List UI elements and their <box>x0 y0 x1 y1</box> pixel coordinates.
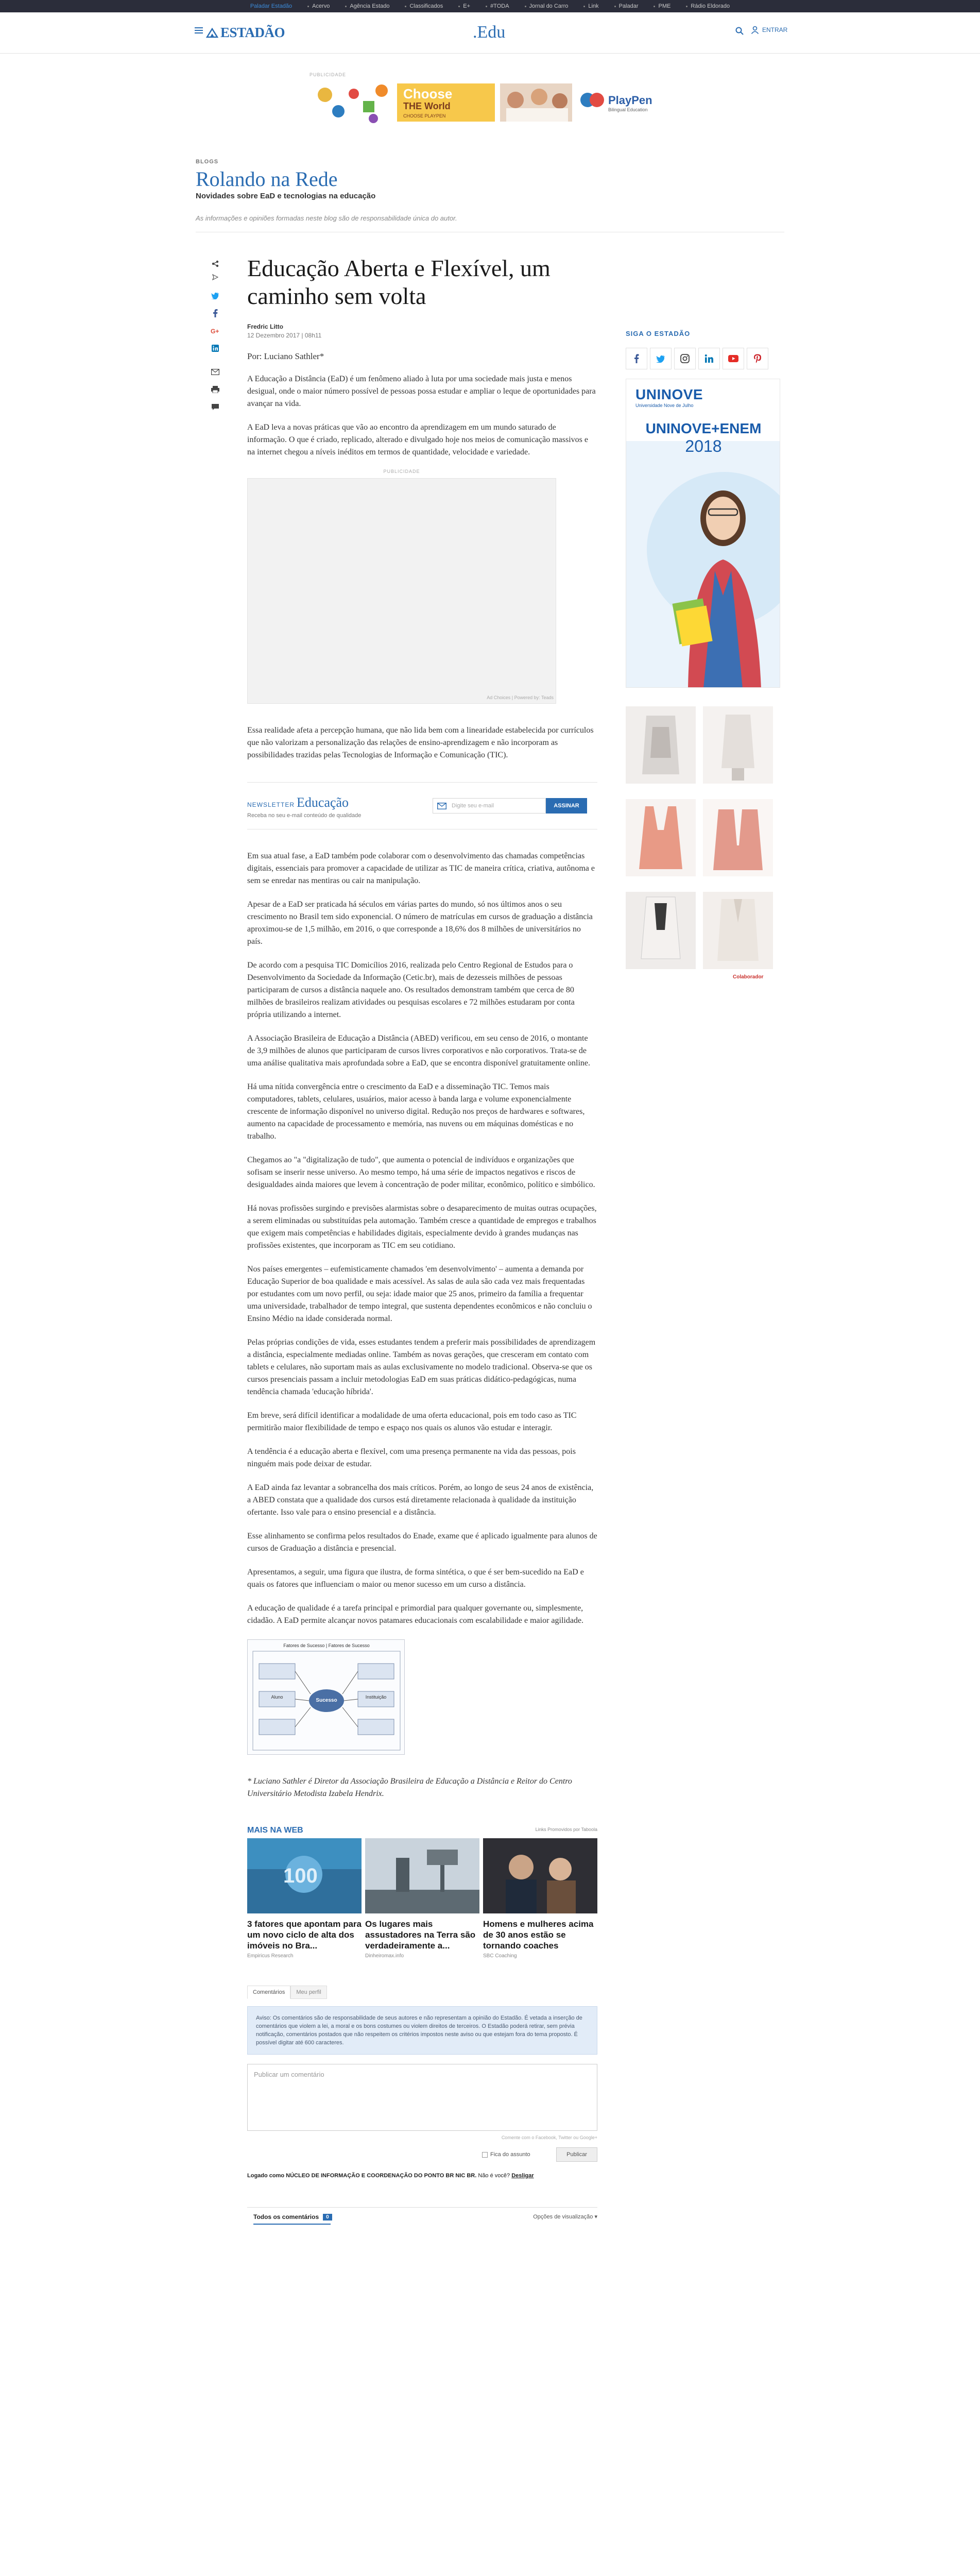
ad-brand-tagline: Bilingual Education <box>608 107 648 112</box>
linkedin-icon[interactable] <box>698 348 720 369</box>
newsletter-signup <box>247 782 597 829</box>
topbar-link[interactable]: Jornal do Carro <box>525 3 569 9</box>
article-paragraph: Apesar de a EaD ser praticada há séculos em várias partes do mundo, só nos últimos anos o seu crescimento no Brasil tem sido exponencial. O número de matrículas em cursos de graduação a distância aproximou-se de 1,5 milhão, em 2016, o que corresponde a 18,6% dos 8 milhões de universitários no país. <box>247 900 593 946</box>
comments-divider <box>247 2207 597 2208</box>
comments-count-badge: 0 <box>323 2214 332 2221</box>
top-advertisement[interactable] <box>310 72 670 126</box>
youtube-icon[interactable] <box>723 348 744 369</box>
article-paragraph: Pelas próprias condições de vida, esses estudantes tendem a preferir mais possibilidades de aprendizagem a distância, especialmente mediadas online. Também as novas gerações, que cresceram em contato com tablets e celulares, não suportam mais as aulas exclusivamente no modelo tradicional. Observa-se que os cursos presenciais passam a incluir metodologias EaD em suas práticas didático-pedagógicas, numa tendência chamada 'educação híbrida'. <box>247 1338 596 1396</box>
twitter-icon[interactable] <box>210 291 220 301</box>
embed-ad-label: PUBLICIDADE <box>383 469 420 474</box>
ad-brand-name: PlayPen <box>608 94 652 107</box>
email-icon[interactable] <box>210 367 220 377</box>
ad-world-line: THE World <box>403 101 451 111</box>
product-tile[interactable] <box>703 892 773 969</box>
infographic-title: Fatores de Sucesso | Fatores de Sucesso <box>283 1643 370 1648</box>
tab-comments[interactable]: Comentários <box>247 1986 290 1999</box>
article-paragraph: Apresentamos, a seguir, uma figura que ilustra, de forma sintética, o que é ser bem-sucedido na EaD e quais os fatores que influenciam o maior ou menor sucesso em um curso a distância. <box>247 1568 584 1589</box>
section-logo[interactable]: .Edu <box>473 23 506 42</box>
view-options-dropdown[interactable]: Opções de visualização ▾ <box>533 2214 597 2220</box>
topbar-link[interactable]: Classificados <box>405 3 443 9</box>
ad-brand <box>608 94 652 112</box>
article-paragraph: A tendência é a educação aberta e flexível, com uma presença permanente na vida das pessoas, pois ninguém mais pode deixar de estudar. <box>247 1447 576 1468</box>
topbar-link[interactable]: Paladar <box>614 3 639 9</box>
linkedin-icon[interactable] <box>210 343 220 353</box>
login-button[interactable] <box>751 26 787 34</box>
all-comments-label: Todos os comentários <box>253 2213 319 2221</box>
user-icon <box>751 26 759 34</box>
article-paragraph: A EaD leva a novas práticas que vão ao encontro da aprendizagem em um mundo saturado de informação. O que é criado, replicado, alterado e divulgado hoje nos meios de comunicação massivos e na internet chegou a níveis inéditos em termos de quantidade, velocidade e variedade. <box>247 423 588 456</box>
uninove-year: 2018 <box>685 437 722 455</box>
ad-choose-line: Choose <box>403 86 453 101</box>
twitter-icon[interactable] <box>650 348 672 369</box>
topbar-link[interactable]: Rádio Eldorado <box>686 3 730 9</box>
sponsored-card[interactable] <box>365 1838 479 1959</box>
newsletter-prefix: NEWSLETTER <box>247 801 295 808</box>
article-title: Educação Aberta e Flexível, um caminho sem volta <box>247 255 551 309</box>
infographic-center-label: Sucesso <box>316 1698 337 1703</box>
byline-name[interactable]: Fredric Litto <box>247 323 284 330</box>
login-label: ENTRAR <box>762 26 788 33</box>
topbar-link[interactable]: E+ <box>458 3 470 9</box>
logged-in-text: Logado como NÚCLEO DE INFORMAÇÃO E COORDENAÇÃO DO PONTO BR NIC BR. <box>247 2173 477 2179</box>
blog-header <box>196 159 711 200</box>
video-ad-embed[interactable] <box>247 478 556 704</box>
uninove-brand-block <box>635 386 703 408</box>
pinterest-icon[interactable] <box>747 348 768 369</box>
blog-section-label: BLOGS <box>196 159 219 165</box>
product-tile[interactable] <box>626 799 696 876</box>
article-paragraph: Em breve, será difícil identificar a modalidade de uma oferta educacional, pois em todo caso as TIC permitirão maior flexibilidade de tempo e espaço nos quais os alunos vão estudar e interagir. <box>247 1411 577 1432</box>
top-network-bar <box>0 0 980 12</box>
newsletter-title <box>247 795 349 810</box>
not-you-text: Não é você? <box>478 2173 510 2179</box>
article-paragraph: De acordo com a pesquisa TIC Domicílios 2016, realizada pelo Centro Regional de Estudos para o Desenvolvimento da Sociedade da Informação (Cetic.br), mais de dezesseis milhões de pessoas participaram de cursos a distância naquele ano. Os resultados demonstram também que cerca de 80 milhões de brasileiros realizam atividades ou pesquisas escolares e 72 milhões estudaram por conta própria utilizando a internet. <box>247 961 575 1019</box>
comments-tabs <box>247 1986 327 1999</box>
article-paragraph: Há novas profissões surgindo e previsões alarmistas sobre o desaparecimento de muitas outras ocupações, a serem eliminadas ou substituídas pela automação. Também cresce a quantidade de empregos e trabalhos que exigem mais competências e habilidades digitais, especialmente devido à grandes mudanças nas profissões existentes, que incorporam as TIC em seu cotidiano. <box>247 1204 597 1250</box>
site-header <box>0 12 980 54</box>
print-icon[interactable] <box>210 384 220 395</box>
article-paragraph: Em sua atual fase, a EaD também pode colaborar com o desenvolvimento das chamadas competências digitais, essenciais para promover a capacidade de utilizar as TIC de maneira crítica, criativa, autônoma e sem se enredar nas mentiras ou cair na manipulação. <box>247 852 595 885</box>
product-tile[interactable] <box>626 706 696 784</box>
uninove-advertisement[interactable] <box>626 379 780 688</box>
publish-button[interactable]: Publicar <box>556 2147 597 2162</box>
sponsored-card-title: Os lugares mais assustadores na Terra são verdadeiramente a... <box>365 1919 476 1951</box>
svg-text:G+: G+ <box>211 328 219 334</box>
article-paragraph: Essa realidade afeta a percepção humana, que não lida bem com a linearidade estabelecida por currículos que não valorizam a personalização das relações de ensino-aprendizagem e não incorporam as possibilidades trazidas pelas Tecnologias de Informação e Comunicação (TIC). <box>247 726 594 759</box>
svg-text:100: 100 <box>283 1865 318 1887</box>
blog-disclaimer: As informações e opiniões formadas neste blog são de responsabilidade única do autor. <box>196 214 457 222</box>
article-paragraph: Chegamos ao "a "digitalização de tudo", que aumenta o potencial de indivíduos e organizações que sofisam se inserir nesse universo. Ao mesmo tempo, há uma série de impactos negativos e riscos de desigualdades ainda maiores que levem à concentração de poder militar, econômico, político e simbólico. <box>247 1156 595 1189</box>
article-paragraph: Nos países emergentes – eufemisticamente chamados 'em desenvolvimento' – aumenta a demanda por Educação Superior de boa qualidade e mais acessível. As salas de aula são cada vez mais frequentadas por estudantes com um novo perfil, ou seja: idade maior que 25 anos, primeiro da família a frequentar uma universidade, trabalhador de tempo integral, que sustenta dependentes econômicos e não concluiu o Ensino Médio na idade considerada normal. <box>247 1265 592 1323</box>
byline-date: 12 Dezembro 2017 | 08h11 <box>247 332 322 339</box>
uninove-brand-sub: Universidade Nove de Julho <box>635 403 694 408</box>
search-icon[interactable] <box>735 27 744 35</box>
instagram-icon[interactable] <box>674 348 696 369</box>
follow-checkbox[interactable] <box>482 2152 488 2158</box>
infographic-right-label: Instituição <box>365 1694 387 1700</box>
ad-tagline-line: CHOOSE PLAYPEN <box>403 113 446 118</box>
share-icon[interactable] <box>210 259 220 269</box>
sidebar-follow-title: SIGA O ESTADÃO <box>626 330 691 337</box>
sponsored-card-source: Empiricus Research <box>247 1953 294 1959</box>
blog-subtitle: Novidades sobre EaD e tecnologias na educação <box>196 192 376 200</box>
sponsored-title: MAIS NA WEB <box>247 1826 303 1835</box>
sponsored-card-source: Dinheiromax.info <box>365 1953 404 1959</box>
site-logo[interactable] <box>206 25 285 41</box>
envelope-icon <box>437 803 446 809</box>
sponsored-card-title: 3 fatores que apontam para um novo ciclo de alta dos imóveis no Bra... <box>247 1919 362 1951</box>
article-paragraph: A educação de qualidade é a tarefa principal e primordial para qualquer governante ou, simplesmente, cidadão. A EaD permite alcançar novos patamares educacionais com escalabilidade e maior agilidade. <box>247 1604 584 1625</box>
newsletter-subtitle: Receba no seu e-mail conteúdo de qualidade <box>247 812 362 819</box>
ad-copy <box>403 87 452 118</box>
infographic-left-label: Aluno <box>271 1694 283 1700</box>
sponsored-card[interactable] <box>483 1838 597 1959</box>
sponsored-links <box>247 1826 597 1959</box>
sponsored-card-title: Homens e mulheres acima de 30 anos estão se tornando coaches <box>483 1919 594 1951</box>
product-advertisement[interactable] <box>626 706 780 982</box>
byline <box>247 323 597 340</box>
sidebar <box>626 330 785 982</box>
article-paragraph: A Educação a Distância (EaD) é um fenômeno aliado à luta por uma sociedade mais justa e menos desigual, onde o maior número possível de pessoas possa estudar e ampliar o leque de oportunidades para avançar na vida. <box>247 375 596 408</box>
topbar-link[interactable]: Acervo <box>307 3 330 9</box>
article-paragraph: Esse alinhamento se confirma pelos resultados do Enade, exame que é aplicado igualmente para alunos de cursos de Graduação a distância e presencial. <box>247 1532 597 1553</box>
sponsored-image <box>247 1838 362 1913</box>
newsletter-email-input[interactable] <box>433 798 546 814</box>
paragraphs-intro <box>247 373 597 459</box>
tab-my-profile[interactable]: Meu perfil <box>290 1986 326 1999</box>
topbar-link[interactable]: Paladar Estadão <box>250 3 293 9</box>
facebook-icon[interactable] <box>626 348 647 369</box>
topbar-link[interactable]: #TODA <box>486 3 509 9</box>
blog-title[interactable]: Rolando na Rede <box>196 167 338 191</box>
article-body <box>247 255 597 2264</box>
comment-input[interactable]: Publicar um comentário <box>247 2064 597 2131</box>
newsletter-name: Educação <box>297 795 349 810</box>
comments-notice: Aviso: Os comentários são de responsabilidade de seus autores e não representam a opinião do Estadão. É vetada a inserção de comentários que violem a lei, a moral e os bons costumes ou violem direitos de terceiros. O Estadão poderá retirar, sem prévia notificação, comentários postados que não respeitem os critérios impostos neste aviso ou que estejam fora do tema proposto. É possível digitar até 600 caracteres. <box>247 2006 597 2055</box>
product-tile[interactable] <box>703 706 773 784</box>
ad-products-brand: Colaborador <box>733 974 764 980</box>
follow-label: Fica do assunto <box>490 2151 530 2158</box>
author-footnote: * Luciano Sathler é Diretor da Associação Brasileira de Educação a Distância e Reitor do Centro Universitário Metodista Izabela Hendrix. <box>247 1777 572 1798</box>
comments-icon[interactable] <box>210 402 220 412</box>
topbar-link[interactable]: Link <box>583 3 598 9</box>
logo-text: ESTADÃO <box>220 25 285 40</box>
newsletter-subscribe-button[interactable]: ASSINAR <box>546 798 587 814</box>
ad-label: PUBLICIDADE <box>310 72 347 77</box>
send-icon[interactable] <box>210 272 220 282</box>
logo-emblem-icon <box>206 28 218 38</box>
uninove-headline-block <box>626 420 780 456</box>
sponsored-image <box>483 1838 597 1913</box>
sponsored-card-source: SBC Coaching <box>483 1953 517 1959</box>
product-tile[interactable] <box>626 892 696 969</box>
all-comments-tab[interactable] <box>253 2213 332 2221</box>
article-author: Por: Luciano Sathler* <box>247 351 324 361</box>
logged-in-info <box>247 2172 536 2180</box>
article-paragraph: Há uma nítida convergência entre o crescimento da EaD e a disseminação TIC. Temos mais computadores, tablets, celulares, usuários, maior acesso à banda larga e volume exponencialmente crescente de informação disponível no universo digital. Redução nos preços de hardwares e softwares, aumento na capacidade de processamento e memória, nas nuvens ou em máquinas domésticas e no trabalho. <box>247 1082 585 1141</box>
article-paragraph: A EaD ainda faz levantar a sobrancelha dos mais críticos. Porém, ao longo de seus 24 anos de existência, a ABED constata que a qualidade dos cursos está diretamente relacionada à qualidade da instituição ofertante. Isso vale para o ensino presencial e a distância. <box>247 1483 594 1517</box>
sponsored-attribution[interactable]: Links Promovidos por Taboola <box>535 1827 597 1832</box>
logout-link[interactable]: Desligar <box>511 2173 534 2179</box>
embed-ad-credit[interactable]: Ad Choices | Powered by: Teads <box>487 695 554 700</box>
sponsored-image <box>365 1838 479 1913</box>
facebook-icon[interactable] <box>210 308 220 318</box>
hamburger-menu-icon[interactable] <box>195 27 203 34</box>
uninove-headline: UNINOVE+ENEM <box>645 420 762 436</box>
success-factors-infographic[interactable] <box>247 1639 405 1755</box>
comment-hint: Comente com o Facebook, Twitter ou Google+ <box>501 2135 597 2140</box>
product-tile[interactable] <box>703 799 773 876</box>
article-paragraph: A Associação Brasileira de Educação a Distância (ABED) verificou, em seu censo de 2016, o montante de 3,9 milhões de alunos que participaram de cursos livres corporativos e não corporativos. Trata-se de uma análise qualitativa mais aprofundada sobre a EaD, que se encontra disponível gratuitamente online. <box>247 1034 590 1067</box>
google-plus-icon[interactable] <box>210 326 220 336</box>
topbar-link[interactable]: Agência Estado <box>345 3 389 9</box>
topbar-link[interactable]: PME <box>654 3 670 9</box>
comments-section <box>247 1986 597 2264</box>
follow-topic[interactable] <box>482 2151 530 2158</box>
newsletter-placeholder: Digite seu e-mail <box>452 803 494 809</box>
sponsored-card[interactable] <box>247 1838 362 1959</box>
uninove-brand: UNINOVE <box>635 386 703 402</box>
social-buttons <box>626 348 785 369</box>
paragraphs-main <box>247 850 597 1627</box>
active-tab-underline <box>253 2224 331 2225</box>
